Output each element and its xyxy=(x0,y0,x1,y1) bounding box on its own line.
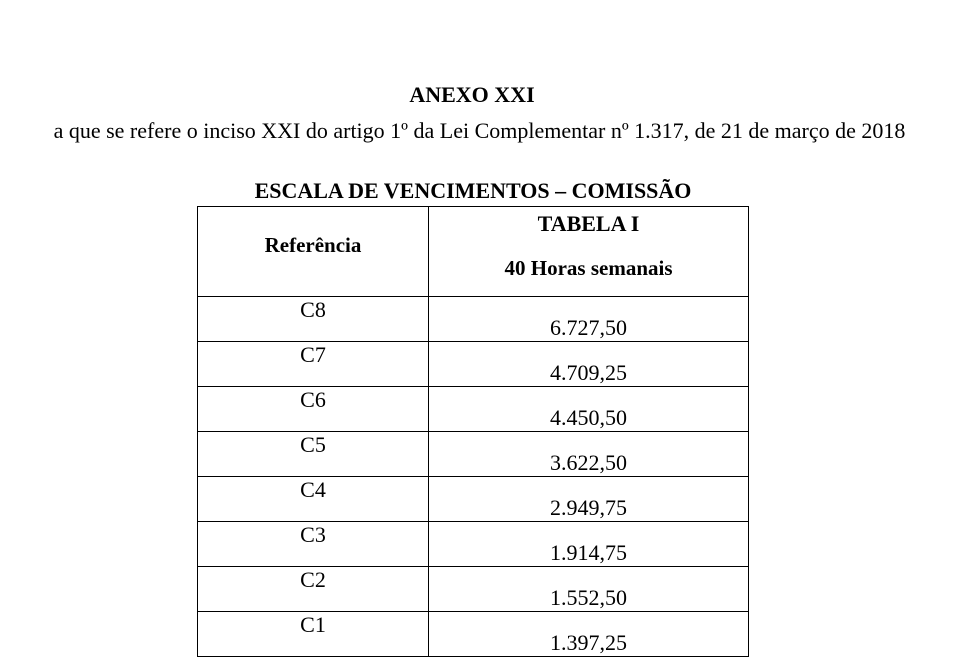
annex-title: ANEXO XXI xyxy=(409,82,535,107)
reference-cell: C7 xyxy=(198,342,429,387)
reference-cell: C3 xyxy=(198,522,429,567)
value-cell: 6.727,50 xyxy=(429,297,749,342)
value-cell: 1.397,25 xyxy=(429,612,749,657)
value-cell: 1.552,50 xyxy=(429,567,749,612)
table-row xyxy=(198,612,749,657)
annex-subtitle: a que se refere o inciso XXI do artigo 1º da Lei Complementar nº 1.317, de 21 de março de 2018 xyxy=(53,118,906,143)
reference-cell: C8 xyxy=(198,297,429,342)
hours-label: 40 Horas semanais xyxy=(504,256,673,280)
table-row xyxy=(198,297,749,342)
value-cell: 3.622,50 xyxy=(429,432,749,477)
table-title: ESCALA DE VENCIMENTOS – COMISSÃO xyxy=(254,178,692,203)
table-row xyxy=(198,567,749,612)
value-cell: 4.450,50 xyxy=(429,387,749,432)
reference-header-label: Referência xyxy=(264,233,362,257)
reference-column-header xyxy=(198,207,429,297)
table-row xyxy=(198,432,749,477)
table-name-label: TABELA I xyxy=(537,211,640,236)
reference-cell: C2 xyxy=(198,567,429,612)
value-cell: 2.949,75 xyxy=(429,477,749,522)
reference-cell: C1 xyxy=(198,612,429,657)
table-header-row xyxy=(198,207,749,297)
table-row xyxy=(198,522,749,567)
value-cell: 1.914,75 xyxy=(429,522,749,567)
reference-cell: C6 xyxy=(198,387,429,432)
reference-cell: C4 xyxy=(198,477,429,522)
table-row xyxy=(198,342,749,387)
reference-cell: C5 xyxy=(198,432,429,477)
table-row xyxy=(198,477,749,522)
salary-scale-table xyxy=(197,206,749,657)
value-cell: 4.709,25 xyxy=(429,342,749,387)
value-column-header xyxy=(429,207,749,297)
table-row xyxy=(198,387,749,432)
